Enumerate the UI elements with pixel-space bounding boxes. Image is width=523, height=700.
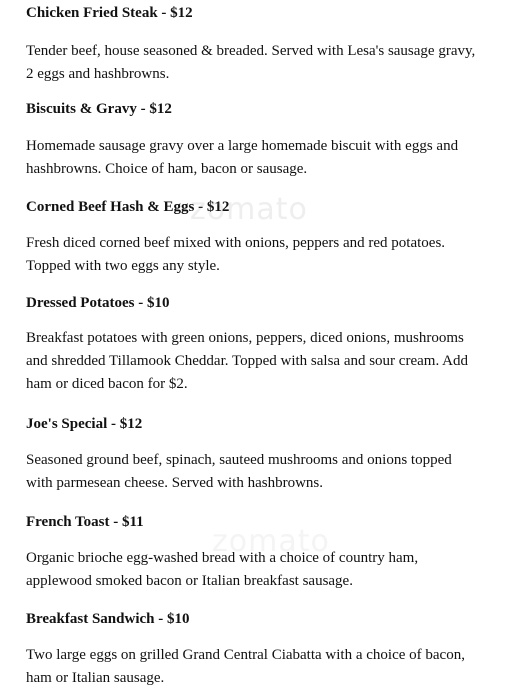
- menu-item-corned-beef-hash: [26, 198, 506, 274]
- description-line: hashbrowns. Choice of ham, bacon or sausage.: [26, 161, 308, 177]
- description-line: Organic brioche egg-washed bread with a choice of country ham,: [26, 550, 419, 566]
- description-line: with parmesean cheese. Served with hashbrowns.: [26, 475, 323, 491]
- description-line: Homemade sausage gravy over a large homemade biscuit with eggs and: [26, 138, 459, 154]
- description-line: Two large eggs on grilled Grand Central Ciabatta with a choice of bacon,: [26, 647, 465, 663]
- description-line: Seasoned ground beef, spinach, sauteed mushrooms and onions topped: [26, 452, 452, 468]
- menu-item-title: Biscuits & Gravy - $12: [26, 101, 172, 117]
- zomato-watermark: zomato: [190, 192, 308, 227]
- menu-item-title: Breakfast Sandwich - $10: [26, 611, 190, 627]
- menu-item-description: [26, 40, 506, 86]
- description-line: Topped with two eggs any style.: [26, 258, 220, 274]
- menu-item-description: [26, 327, 506, 396]
- menu-item-title: French Toast - $11: [26, 514, 144, 530]
- menu-item-chicken-fried-steak: [26, 4, 506, 82]
- menu-item-title: Chicken Fried Steak - $12: [26, 5, 193, 21]
- menu-item-description: [26, 135, 506, 181]
- menu-item-biscuits-gravy: [26, 100, 506, 177]
- menu-item-joes-special: [26, 415, 506, 491]
- description-line: and shredded Tillamook Cheddar. Topped with salsa and sour cream. Add: [26, 353, 468, 369]
- description-line: ham or Italian sausage.: [26, 670, 165, 686]
- menu-item-description: [26, 547, 506, 593]
- menu-item-title: Corned Beef Hash & Eggs - $12: [26, 199, 230, 215]
- description-line: 2 eggs and hashbrowns.: [26, 66, 170, 82]
- description-line: ham or diced bacon for $2.: [26, 376, 188, 392]
- menu-item-description: [26, 644, 506, 690]
- description-line: applewood smoked bacon or Italian breakfast sausage.: [26, 573, 353, 589]
- description-line: Breakfast potatoes with green onions, peppers, diced onions, mushrooms: [26, 330, 464, 346]
- zomato-watermark: zomato: [212, 524, 330, 559]
- menu-item-title: Dressed Potatoes - $10: [26, 295, 170, 311]
- menu-item-title: Joe's Special - $12: [26, 416, 143, 432]
- menu-item-breakfast-sandwich: [26, 610, 506, 686]
- menu-item-description: [26, 449, 506, 495]
- menu-item-description: [26, 232, 506, 278]
- menu-item-dressed-potatoes: [26, 294, 506, 392]
- description-line: Tender beef, house seasoned & breaded. Served with Lesa's sausage gravy,: [26, 43, 476, 59]
- description-line: Fresh diced corned beef mixed with onions, peppers and red potatoes.: [26, 235, 446, 251]
